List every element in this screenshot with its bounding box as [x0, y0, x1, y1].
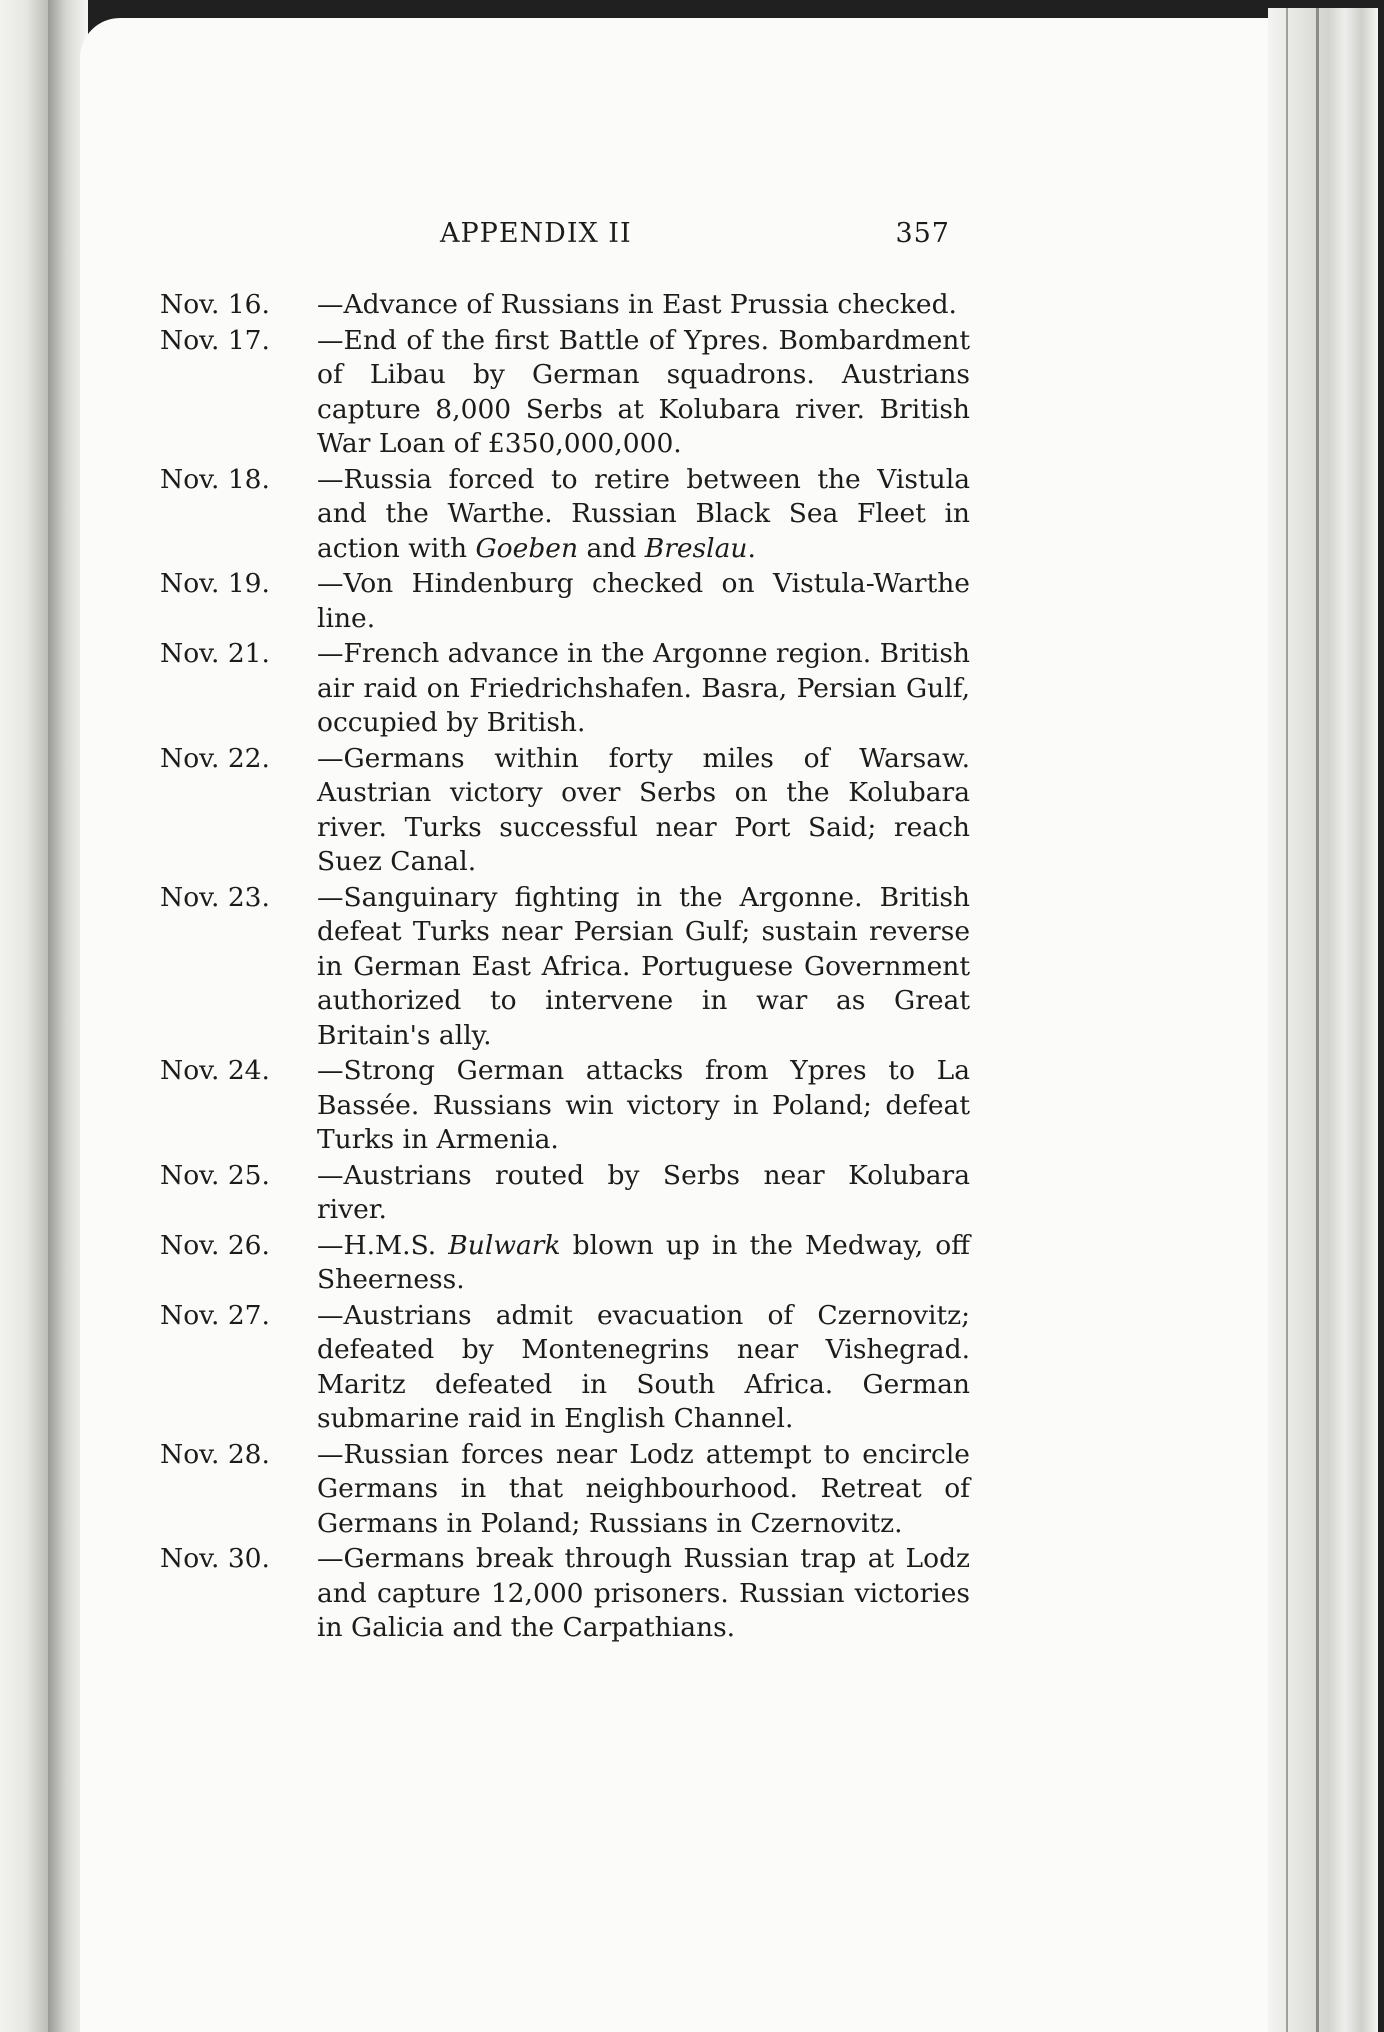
entry-text: —Germans break through Russian trap at Lodz and capture 12,000 prisoners. Russian victories in Galicia and the Carpathians. [317, 1543, 970, 1643]
entry-date: Nov. 22. [160, 742, 270, 774]
chronology-entry [160, 1542, 970, 1646]
chronology-entry [160, 637, 970, 741]
chronology-entry [160, 1299, 970, 1437]
chronology-entry [160, 881, 970, 1054]
running-head [440, 218, 960, 258]
chronology-entry [160, 567, 970, 636]
entry-date: Nov. 21. [160, 638, 270, 669]
ship-name: Breslau [644, 532, 748, 564]
chronology-entry [160, 288, 970, 323]
entry-text: —Austrians admit evacuation of Czernovitz; defeated by Montenegrins near Vishegrad. Maritz defeated in South Africa. German submarine raid in English Channel. [317, 1299, 970, 1434]
entry-text: —Von Hindenburg checked on Vistula-Warthe line. [317, 568, 970, 634]
chronology-entry [160, 1054, 970, 1158]
entry-text: —Sanguinary fighting in the Argonne. British defeat Turks near Persian Gulf; sustain reverse in German East Africa. Portuguese Government authorized to intervene in war as Great Britain's ally. [317, 881, 970, 1051]
ship-name: Goeben [475, 532, 579, 564]
entry-text: —H.M.S. Bulwark blown up in the Medway, off Sheerness. [317, 1229, 970, 1295]
entry-date: Nov. 24. [160, 1055, 270, 1086]
entry-date: Nov. 23. [160, 881, 270, 913]
chronology-entry [160, 742, 970, 880]
entry-text: —Germans within forty miles of Warsaw. Austrian victory over Serbs on the Kolubara river. Turks successful near Port Said; reach Suez Canal. [317, 742, 970, 877]
chronology-entry [160, 324, 970, 462]
entry-text: —Strong German attacks from Ypres to La Bassée. Russians win victory in Poland; defeat Turks in Armenia. [317, 1055, 970, 1155]
entry-date: Nov. 16. [160, 289, 270, 320]
chronology-entry [160, 1159, 970, 1228]
entry-text: —French advance in the Argonne region. British air raid on Friedrichshafen. Basra, Persian Gulf, occupied by British. [317, 638, 971, 738]
entry-text: —Advance of Russians in East Prussia checked. [317, 289, 957, 320]
entry-date: Nov. 18. [160, 463, 270, 495]
entry-date: Nov. 28. [160, 1438, 270, 1470]
entry-text: —End of the first Battle of Ypres. Bombardment of Libau by German squadrons. Austrians capture 8,000 Serbs at Kolubara river. British War Loan of £350,000,000. [317, 324, 970, 459]
entry-date: Nov. 17. [160, 324, 270, 356]
entry-date: Nov. 19. [160, 568, 270, 599]
chronology-list [160, 288, 970, 1647]
entry-date: Nov. 27. [160, 1299, 270, 1331]
entry-date: Nov. 25. [160, 1159, 270, 1191]
chronology-entry [160, 1229, 970, 1298]
chronology-entry [160, 1438, 970, 1542]
entry-text: —Austrians routed by Serbs near Kolubara river. [317, 1159, 970, 1225]
chronology-entry [160, 463, 970, 567]
entry-date: Nov. 26. [160, 1229, 270, 1261]
page-number: 357 [895, 218, 950, 249]
running-head-title: APPENDIX II [440, 218, 632, 249]
ship-name: Bulwark [448, 1229, 561, 1261]
entry-text: —Russian forces near Lodz attempt to encircle Germans in that neighbourhood. Retreat of Germans in Poland; Russians in Czernovitz. [317, 1438, 970, 1539]
entry-text: —Russia forced to retire between the Vistula and the Warthe. Russian Black Sea Fleet in action with Goeben and Breslau. [317, 463, 970, 564]
entry-date: Nov. 30. [160, 1543, 270, 1574]
